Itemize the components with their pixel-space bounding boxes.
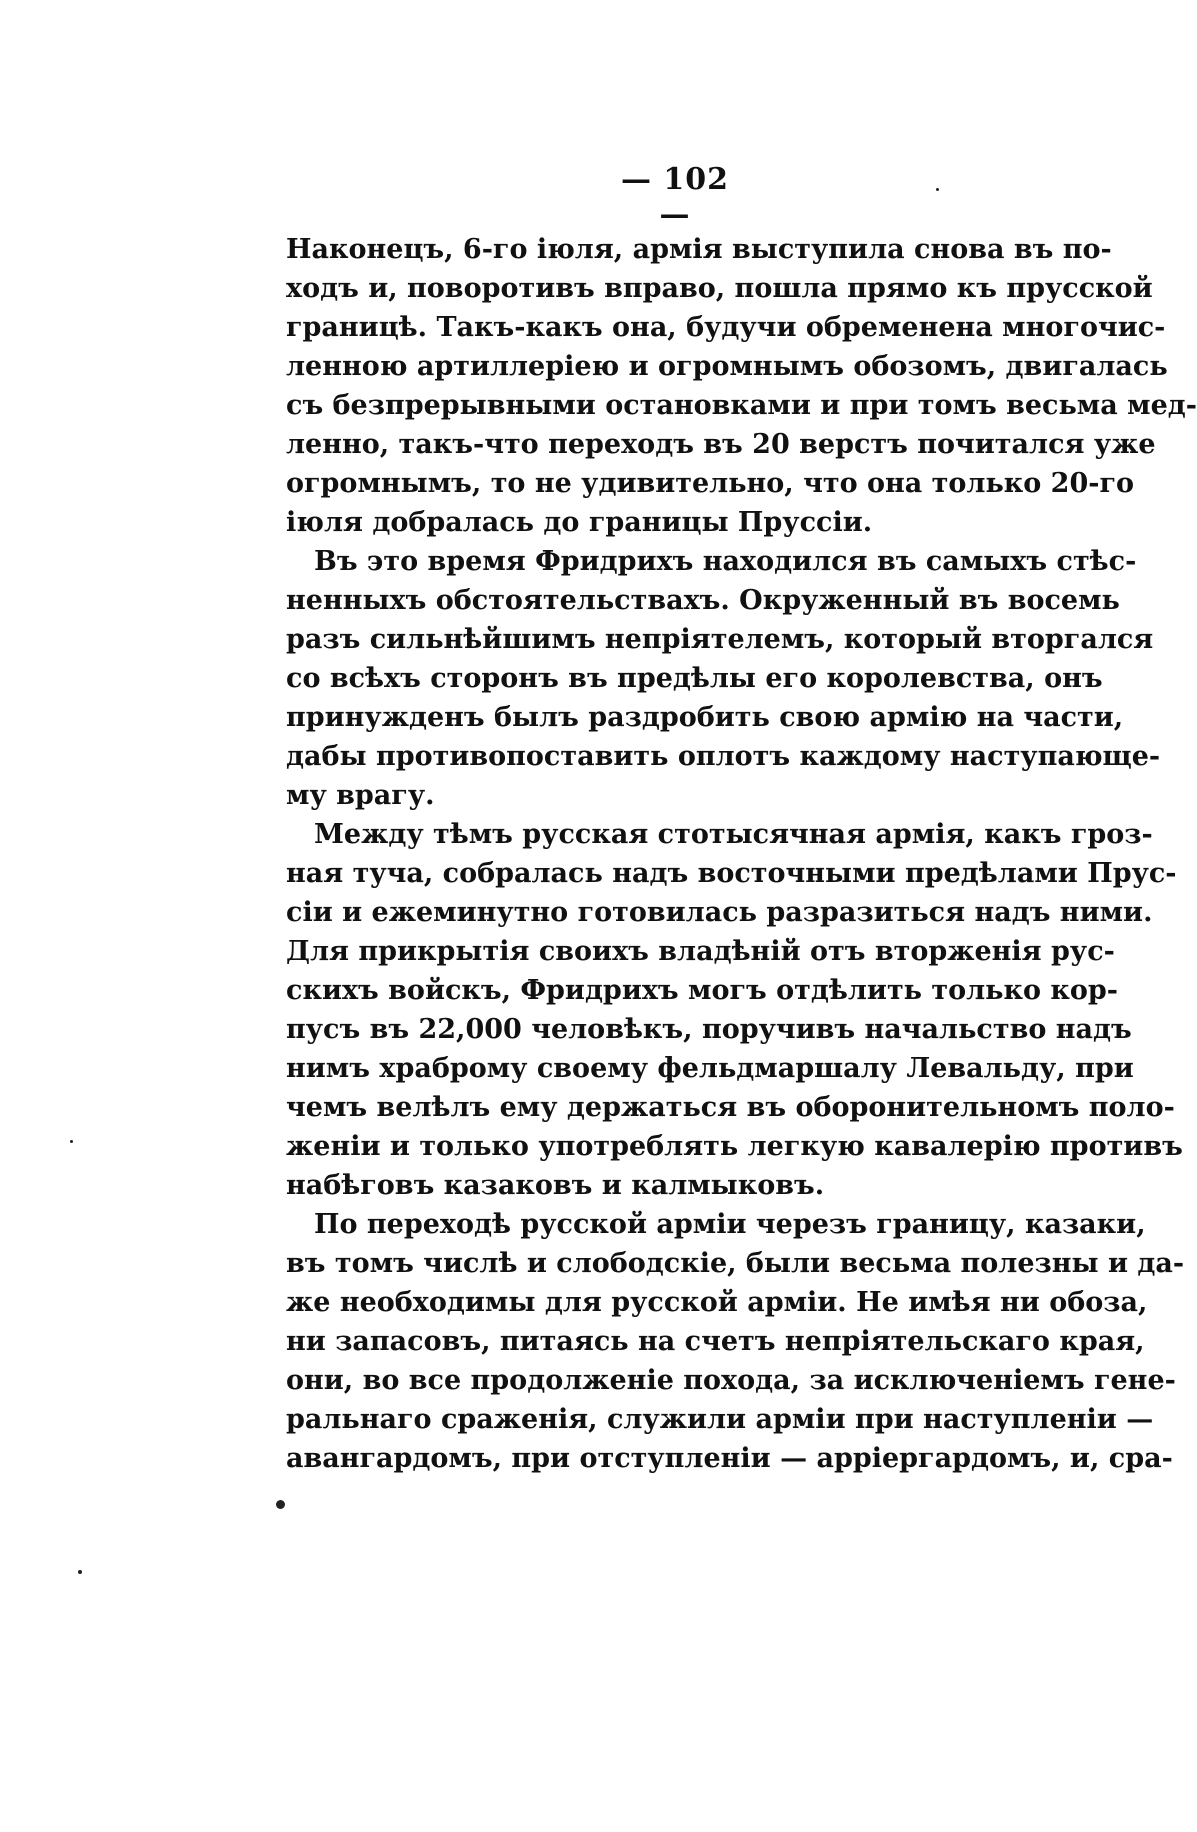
scan-speck <box>78 1570 82 1574</box>
text-line: разъ сильнѣйшимъ непріятелемъ, который вторгался <box>286 624 1154 655</box>
body-text <box>286 230 1197 1478</box>
paragraph-2 <box>286 542 1161 815</box>
text-line: ленною артиллеріею и огромнымъ обозомъ, двигалась <box>286 351 1168 382</box>
text-line: набѣговъ казаковъ и калмыковъ. <box>286 1170 825 1201</box>
text-line: въ томъ числѣ и слободскіе, были весьма полезны и да- <box>286 1248 1185 1279</box>
paragraph-3 <box>286 815 1183 1205</box>
text-line: му врагу. <box>286 780 435 811</box>
text-line: пусъ въ 22,000 человѣкъ, поручивъ начальство надъ <box>286 1014 1132 1045</box>
text-line: ни запасовъ, питаясь на счетъ непріятельскаго края, <box>286 1326 1145 1357</box>
text-line: ненныхъ обстоятельствахъ. Окруженный въ восемь <box>286 585 1120 616</box>
paragraph-4 <box>286 1205 1185 1478</box>
text-line: они, во все продолженіе похода, за исключеніемъ гене- <box>286 1365 1176 1396</box>
scan-speck <box>936 188 939 191</box>
text-line: ральнаго сраженія, служили арміи при наступленіи — <box>286 1404 1154 1435</box>
text-line: нимъ храброму своему фельдмаршалу Левальду, при <box>286 1053 1134 1084</box>
text-line: іюля добралась до границы Пруссіи. <box>286 507 873 538</box>
text-line: По переходѣ русской арміи черезъ границу, казаки, <box>314 1209 1146 1240</box>
page-number: — 102 — <box>620 162 730 232</box>
text-line: женіи и только употреблять легкую кавалерію противъ <box>286 1131 1183 1162</box>
text-line: со всѣхъ сторонъ въ предѣлы его королевства, онъ <box>286 663 1103 694</box>
text-line: сіи и ежеминутно готовилась разразиться надъ ними. <box>286 897 1153 928</box>
text-line: ходъ и, поворотивъ вправо, пошла прямо къ прусской <box>286 273 1153 304</box>
text-line: ленно, такъ-что переходъ въ 20 верстъ почитался уже <box>286 429 1156 460</box>
paragraph-1 <box>286 230 1197 542</box>
text-line: границѣ. Такъ-какъ она, будучи обременена многочис- <box>286 312 1166 343</box>
text-line: Въ это время Фридрихъ находился въ самыхъ стѣс- <box>314 546 1137 577</box>
text-line: Между тѣмъ русская стотысячная армія, какъ гроз- <box>314 819 1153 850</box>
text-line: дабы противопоставить оплотъ каждому наступающе- <box>286 741 1161 772</box>
text-line: огромнымъ, то не удивительно, что она только 20-го <box>286 468 1135 499</box>
text-line: ная туча, собралась надъ восточными предѣлами Прус- <box>286 858 1177 889</box>
text-line: же необходимы для русской арміи. Не имѣя ни обоза, <box>286 1287 1148 1318</box>
scan-speck <box>70 1140 73 1143</box>
text-line: Наконецъ, 6-го іюля, армія выступила снова въ по- <box>286 234 1112 265</box>
text-line: скихъ войскъ, Фридрихъ могъ отдѣлить только кор- <box>286 975 1119 1006</box>
text-line: чемъ велѣлъ ему держаться въ оборонительномъ поло- <box>286 1092 1175 1123</box>
text-line: Для прикрытія своихъ владѣній отъ вторженія рус- <box>286 936 1115 967</box>
scan-speck <box>276 1500 285 1509</box>
text-line: съ безпрерывными остановками и при томъ весьма мед- <box>286 390 1197 421</box>
text-line: авангардомъ, при отступленіи — арріергардомъ, и, сра- <box>286 1443 1173 1474</box>
text-line: принужденъ былъ раздробить свою армію на части, <box>286 702 1124 733</box>
